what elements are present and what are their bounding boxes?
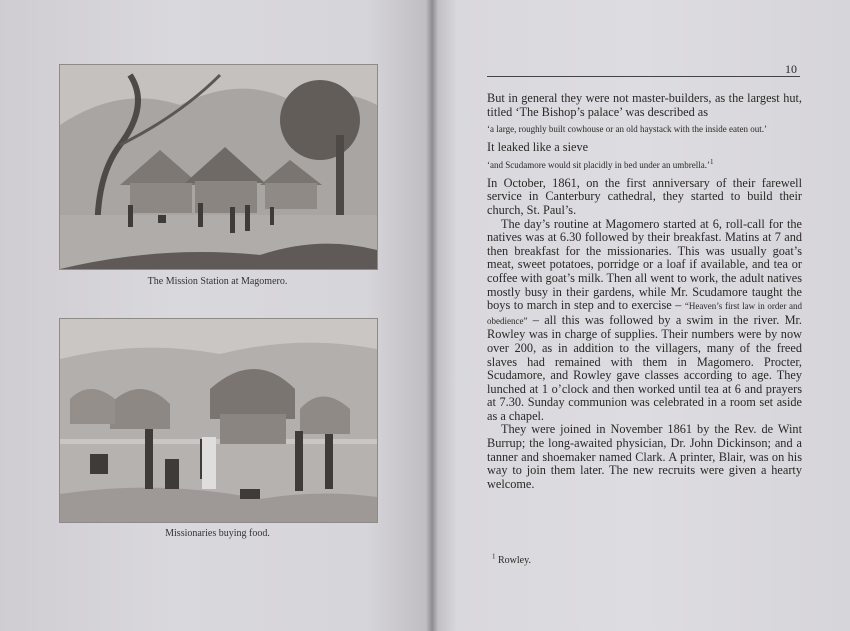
body-text: [487, 92, 802, 491]
plate-caption-buying-food: Missionaries buying food.: [165, 528, 270, 539]
paragraph-text: The day’s routine at Magomero started at 6, roll-call for the natives was at 6.30 followed by their breakfast. Matins at 7 and then breakfast for the missionaries. This was usually goat’s meat, sweet potatoes, porridge or a loaf if available, and tea or coffee with goat’s milk. Then all went to work, the adult natives mostly busy in their gardens, while Mr. Scudamore taught the boys to march in step and to exercise –: [487, 216, 802, 313]
footnote-number: 1: [492, 552, 496, 561]
paragraph-text: – all this was followed by a swim in the river. Mr. Rowley was in charge of supplies. Their numbers were by now over 200, as in addition to the villagers, many of the freed slaves had remained with them in Magomero. Procter, Scudamore, and Rowley gave classes according to age. They lunched at 1 o’clock and then worked until tea at 6 and prayers at 7.30. Sunday communion was celebrated in a room set aside as a chapel.: [487, 312, 802, 423]
footnote: [492, 552, 531, 566]
footnote-ref: 1: [709, 157, 714, 166]
block-quote: [487, 157, 802, 171]
buying-food-illustration: [60, 319, 377, 522]
header-rule: [487, 76, 800, 77]
paragraph: They were joined in November 1861 by the Rev. de Wint Burrup; the long-awaited physician, Dr. John Dickinson; and a tanner and shoemaker named Clark. A printer, Blair, was on his way to join them later. The new recruits were given a hearty welcome.: [487, 422, 802, 491]
block-quote: ‘a large, roughly built cowhouse or an old haystack with the inside eaten out.’: [487, 124, 768, 135]
paragraph: It leaked like a sieve: [487, 140, 589, 155]
engraving-buying-food: [59, 318, 378, 523]
mission-station-illustration: [60, 65, 377, 269]
plate-caption-mission-station: The Mission Station at Magomero.: [147, 276, 288, 287]
page-number: 10: [785, 62, 797, 76]
book-gutter: [426, 0, 438, 631]
footnote-text: Rowley.: [498, 555, 531, 566]
inline-quote: “Heaven’s first law in order and obedience”: [487, 301, 802, 326]
quote-text: ‘and Scudamore would sit placidly in bed under an umbrella.’: [487, 159, 710, 170]
engraving-mission-station: [59, 64, 378, 270]
paragraph: [487, 218, 802, 424]
paragraph: In October, 1861, on the first anniversary of their farewell service in Canterbury cathedral, they started to build their church, St. Paul’s.: [487, 175, 802, 217]
paragraph: But in general they were not master-builders, as the largest hut, titled ‘The Bishop’s palace’ was described as: [487, 91, 802, 119]
